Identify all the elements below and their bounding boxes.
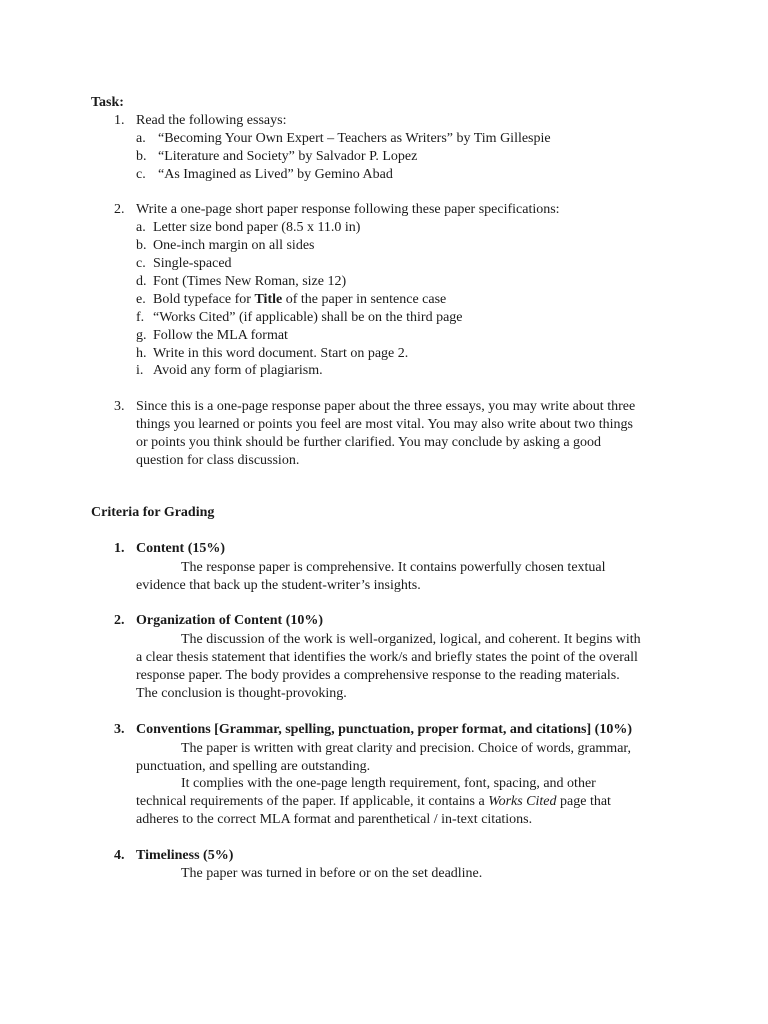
paragraph-line: The conclusion is thought-provoking. <box>136 686 347 701</box>
spec-text: Font (Times New Roman, size 12) <box>153 274 347 289</box>
spec-text <box>153 291 446 309</box>
spec-text: Letter size bond paper (8.5 x 11.0 in) <box>153 220 361 235</box>
spec-text-part: Bold typeface for <box>153 292 255 307</box>
paragraph-line: or points you think should be further clarified. You may conclude by asking a good <box>136 435 602 450</box>
essay-title: “As Imagined as Lived” by Gemino Abad <box>158 167 393 182</box>
task-item-number: 1. <box>114 113 125 128</box>
paragraph-line: things you learned or points you feel are most vital. You may also write about two things <box>136 417 633 432</box>
criterion-number: 1. <box>114 541 125 556</box>
paragraph-line: a clear thesis statement that identifies the work/s and briefly states the point of the overall <box>136 650 638 665</box>
paragraph-line: The response paper is comprehensive. It contains powerfully chosen textual <box>181 560 606 575</box>
spec-text: One-inch margin on all sides <box>153 238 315 253</box>
list-letter: a. <box>136 131 146 146</box>
criterion-number: 3. <box>114 722 125 737</box>
list-letter: i. <box>136 363 144 378</box>
spec-text-part: of the paper in sentence case <box>282 292 447 307</box>
paragraph-line: punctuation, and spelling are outstanding. <box>136 759 371 774</box>
paragraph-line: The paper is written with great clarity and precision. Choice of words, grammar, <box>181 741 632 756</box>
task-heading: Task: <box>91 95 124 110</box>
criterion-title: Content (15%) <box>136 541 226 556</box>
task-item-number: 3. <box>114 399 125 414</box>
criterion-title: Organization of Content (10%) <box>136 613 324 628</box>
criterion-title: Conventions [Grammar, spelling, punctuation, proper format, and citations] (10%) <box>136 722 632 737</box>
list-letter: b. <box>136 149 147 164</box>
list-letter: b. <box>136 238 147 253</box>
list-letter: c. <box>136 167 146 182</box>
task-item-text: Write a one-page short paper response following these paper specifications: <box>136 202 560 217</box>
spec-text: Write in this word document. Start on page 2. <box>153 346 409 361</box>
spec-text: Avoid any form of plagiarism. <box>153 363 323 378</box>
paragraph-line: The discussion of the work is well-organized, logical, and coherent. It begins with <box>181 632 641 647</box>
task-item-text: Read the following essays: <box>136 113 287 128</box>
criteria-heading: Criteria for Grading <box>91 505 215 520</box>
spec-text: Follow the MLA format <box>153 328 288 343</box>
paragraph-line: The paper was turned in before or on the set deadline. <box>181 866 483 881</box>
list-letter: f. <box>136 310 145 325</box>
list-letter: g. <box>136 328 147 343</box>
paragraph-line: adheres to the correct MLA format and parenthetical / in-text citations. <box>136 812 533 827</box>
paragraph-line: It complies with the one-page length requirement, font, spacing, and other <box>181 776 596 791</box>
paragraph-line: Since this is a one-page response paper about the three essays, you may write about three <box>136 399 636 414</box>
paragraph-line: evidence that back up the student-writer’s insights. <box>136 578 421 593</box>
text-run: page that <box>556 794 611 809</box>
task-item-number: 2. <box>114 202 125 217</box>
spec-text-bold: Title <box>254 292 283 307</box>
list-letter: h. <box>136 346 147 361</box>
list-letter: e. <box>136 292 146 307</box>
paragraph-line-mixed <box>136 793 611 811</box>
spec-text: Single-spaced <box>153 256 232 271</box>
text-run: technical requirements of the paper. If applicable, it contains a <box>136 794 485 809</box>
paragraph-line: response paper. The body provides a comprehensive response to the reading materials. <box>136 668 620 683</box>
criterion-title: Timeliness (5%) <box>136 848 234 863</box>
spec-text: “Works Cited” (if applicable) shall be on the third page <box>153 310 463 325</box>
criterion-number: 2. <box>114 613 125 628</box>
list-letter: c. <box>136 256 146 271</box>
criterion-number: 4. <box>114 848 125 863</box>
list-letter: a. <box>136 220 146 235</box>
list-letter: d. <box>136 274 147 289</box>
essay-title: “Becoming Your Own Expert – Teachers as Writers” by Tim Gillespie <box>158 131 551 146</box>
essay-title: “Literature and Society” by Salvador P. Lopez <box>158 149 418 164</box>
italic-text: Works Cited <box>488 794 557 809</box>
paragraph-line: question for class discussion. <box>136 453 300 468</box>
